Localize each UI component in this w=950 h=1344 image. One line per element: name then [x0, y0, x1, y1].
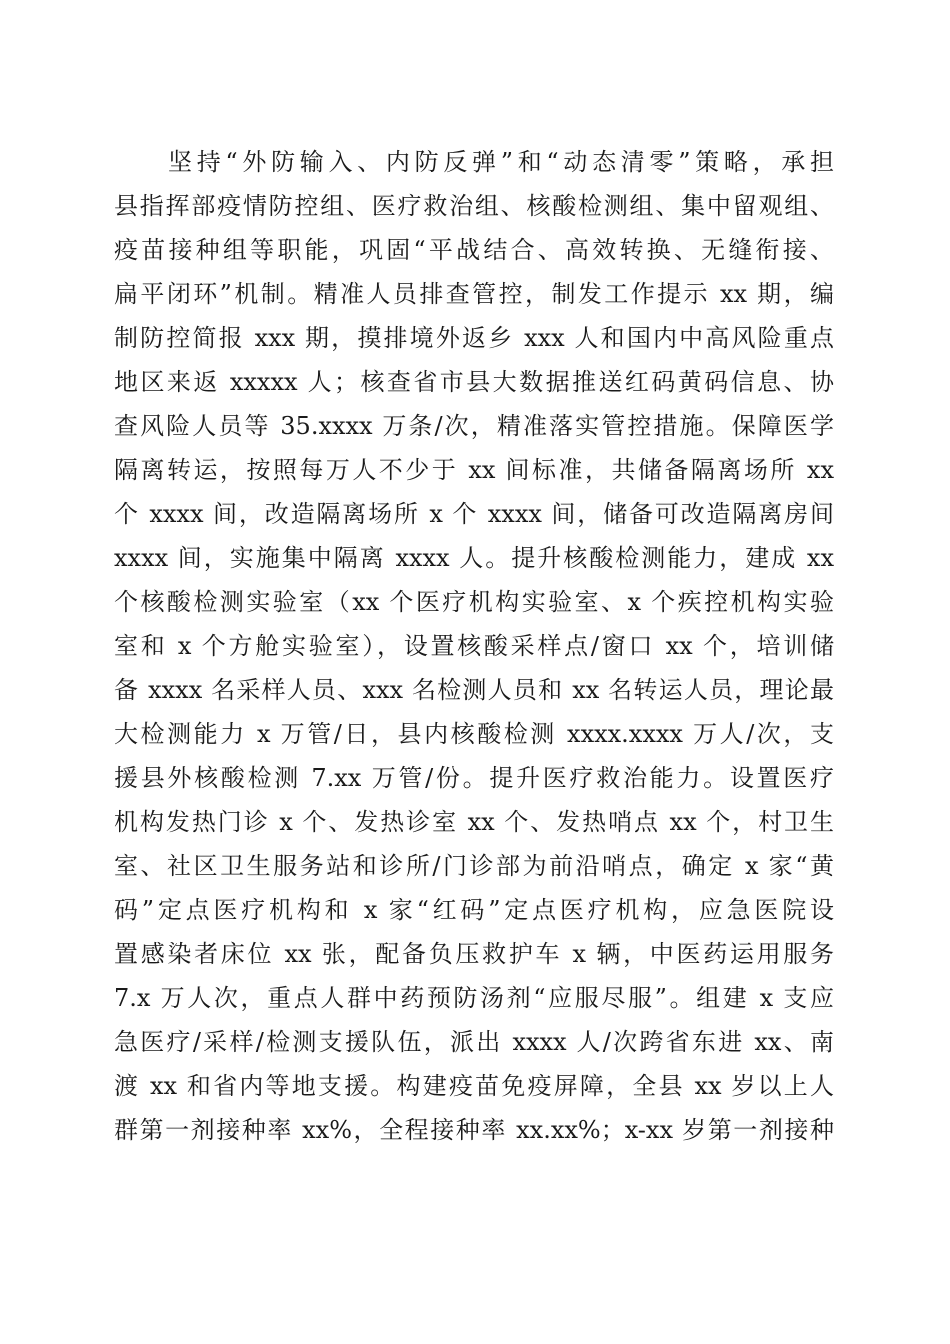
paragraph-line: 急医疗/采样/检测支援队伍，派出 xxxx 人/次跨省东进 xx、南 — [114, 1028, 834, 1056]
paragraph-line: 扁平闭环”机制。精准人员排查管控，制发工作提示 xx 期，编 — [114, 280, 834, 308]
paragraph-line: 7.x 万人次，重点人群中药预防汤剂“应服尽服”。组建 x 支应 — [114, 984, 834, 1012]
paragraph-line: 援县外核酸检测 7.xx 万管/份。提升医疗救治能力。设置医疗 — [114, 764, 834, 792]
paragraph-line: 渡 xx 和省内等地支援。构建疫苗免疫屏障，全县 xx 岁以上人 — [114, 1072, 834, 1100]
paragraph-line: 查风险人员等 35.xxxx 万条/次，精准落实管控措施。保障医学 — [114, 412, 834, 440]
paragraph-line: 群第一剂接种率 xx%，全程接种率 xx.xx%；x-xx 岁第一剂接种 — [114, 1116, 834, 1144]
paragraph-line: 机构发热门诊 x 个、发热诊室 xx 个、发热哨点 xx 个，村卫生 — [114, 808, 834, 836]
paragraph-line: 室和 x 个方舱实验室），设置核酸采样点/窗口 xx 个，培训储 — [114, 632, 834, 660]
paragraph-line: 制防控简报 xxx 期，摸排境外返乡 xxx 人和国内中高风险重点 — [114, 324, 834, 352]
paragraph-line: 大检测能力 x 万管/日，县内核酸检测 xxxx.xxxx 万人/次，支 — [114, 720, 834, 748]
paragraph-line: xxxx 间，实施集中隔离 xxxx 人。提升核酸检测能力，建成 xx — [114, 544, 834, 572]
paragraph-line: 置感染者床位 xx 张，配备负压救护车 x 辆，中医药运用服务 — [114, 940, 834, 968]
paragraph-line: 地区来返 xxxxx 人；核查省市县大数据推送红码黄码信息、协 — [114, 368, 834, 396]
paragraph-line: 备 xxxx 名采样人员、xxx 名检测人员和 xx 名转运人员，理论最 — [114, 676, 834, 704]
paragraph-line: 室、社区卫生服务站和诊所/门诊部为前沿哨点，确定 x 家“黄 — [114, 852, 834, 880]
paragraph-line: 坚持“外防输入、内防反弹”和“动态清零”策略，承担 — [168, 148, 834, 176]
paragraph-line: 县指挥部疫情防控组、医疗救治组、核酸检测组、集中留观组、 — [114, 192, 834, 220]
paragraph-line: 隔离转运，按照每万人不少于 xx 间标准，共储备隔离场所 xx — [114, 456, 834, 484]
paragraph-line: 码”定点医疗机构和 x 家“红码”定点医疗机构，应急医院设 — [114, 896, 834, 924]
paragraph-line: 个核酸检测实验室（xx 个医疗机构实验室、x 个疾控机构实验 — [114, 588, 834, 616]
paragraph-line: 疫苗接种组等职能，巩固“平战结合、高效转换、无缝衔接、 — [114, 236, 834, 264]
paragraph-line: 个 xxxx 间，改造隔离场所 x 个 xxxx 间，储备可改造隔离房间 — [114, 500, 834, 528]
